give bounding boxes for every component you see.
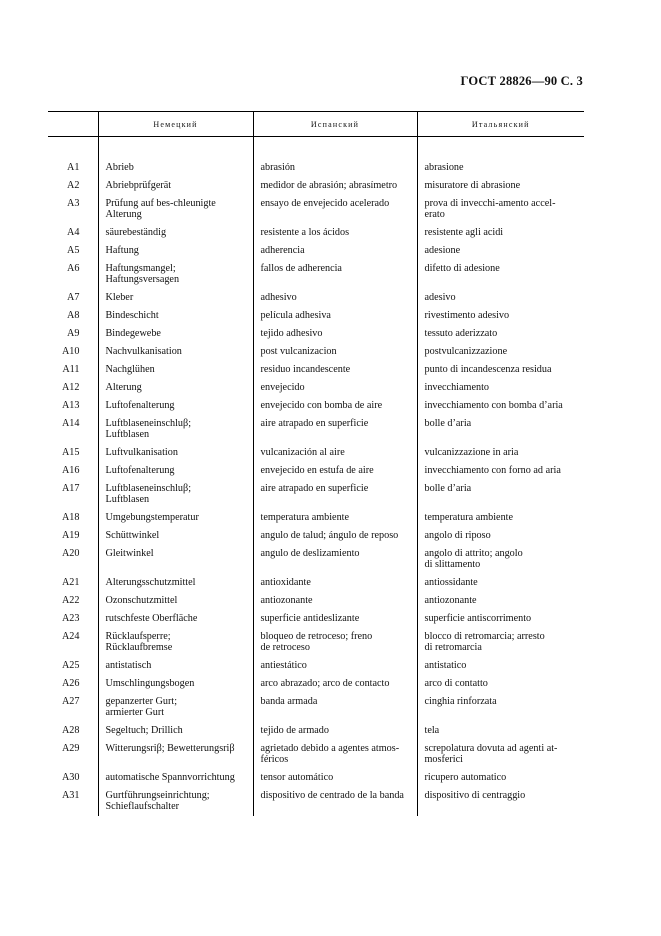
term-german: Luftofenalterung (98, 397, 253, 415)
term-german: Luftblaseneinschluβ; Luftblasen (98, 480, 253, 509)
table-row (48, 462, 584, 480)
term-spanish: temperatura ambiente (253, 509, 417, 527)
term-code: A11 (62, 364, 80, 375)
term-code: A9 (67, 328, 80, 339)
term-italian: blocco di retromarcia; arresto di retromarcia (417, 628, 584, 657)
term-italian: arco di contatto (417, 675, 584, 693)
term-german: Haftung (98, 242, 253, 260)
term-italian: vulcanizzazione in aria (417, 444, 584, 462)
term-italian: bolle d’aria (417, 480, 584, 509)
column-header-code (48, 112, 98, 137)
term-code: A23 (61, 613, 80, 624)
term-spanish: abrasión (253, 159, 417, 177)
term-german: Gleitwinkel (98, 545, 253, 574)
term-spanish: adherencia (253, 242, 417, 260)
term-spanish: tensor automático (253, 769, 417, 787)
term-german: Abriebprüfgerät (98, 177, 253, 195)
term-german: Rücklaufsperre; Rücklaufbremse (98, 628, 253, 657)
column-header-italian: Итальянский (417, 112, 584, 137)
term-german: antistatisch (98, 657, 253, 675)
term-spanish: fallos de adherencia (253, 260, 417, 289)
term-code: A27 (61, 696, 80, 707)
term-code: A29 (61, 743, 80, 754)
table-row (48, 177, 584, 195)
glossary-table (48, 111, 584, 816)
column-header-spanish: Испанский (253, 112, 417, 137)
term-code: A25 (61, 660, 80, 671)
term-german: rutschfeste Oberfläche (98, 610, 253, 628)
page-header-title: ГОСТ 28826—90 С. 3 (460, 74, 583, 88)
term-italian: tela (417, 722, 584, 740)
table-row (48, 675, 584, 693)
table-row (48, 195, 584, 224)
spacer-cell (48, 137, 98, 160)
term-spanish: tejido de armado (253, 722, 417, 740)
term-spanish: post vulcanizacion (253, 343, 417, 361)
term-italian: resistente agli acidi (417, 224, 584, 242)
term-italian: screpolatura dovuta ad agenti at- mosferici (417, 740, 584, 769)
term-german: Segeltuch; Drillich (98, 722, 253, 740)
term-code: A21 (61, 577, 80, 588)
term-italian: cinghia rinforzata (417, 693, 584, 722)
term-spanish: dispositivo de centrado de la banda (253, 787, 417, 816)
term-spanish: banda armada (253, 693, 417, 722)
term-spanish: tejido adhesivo (253, 325, 417, 343)
term-italian: difetto di adesione (417, 260, 584, 289)
term-italian: ricupero automatico (417, 769, 584, 787)
term-spanish: envejecido (253, 379, 417, 397)
term-german: Bindegewebe (98, 325, 253, 343)
term-italian: superficie antiscorrimento (417, 610, 584, 628)
table-row (48, 379, 584, 397)
term-italian: invecchiamento con bomba d’aria (417, 397, 584, 415)
term-code: A20 (61, 548, 80, 559)
term-code: A16 (61, 465, 80, 476)
term-german: Nachvulkanisation (98, 343, 253, 361)
term-italian: adesivo (417, 289, 584, 307)
term-spanish: angulo de talud; ángulo de reposo (253, 527, 417, 545)
spacer-cell (253, 137, 417, 160)
term-code: A8 (67, 310, 80, 321)
term-code: A13 (61, 400, 80, 411)
term-german: Abrieb (98, 159, 253, 177)
term-spanish: aire atrapado en superficie (253, 480, 417, 509)
term-italian: angolo di attrito; angolo di slittamento (417, 545, 584, 574)
term-code: A15 (61, 447, 80, 458)
table-row (48, 480, 584, 509)
term-german: Alterungsschutzmittel (98, 574, 253, 592)
term-code: A4 (67, 227, 80, 238)
spacer-cell (417, 137, 584, 160)
term-german: Umgebungstemperatur (98, 509, 253, 527)
term-italian: bolle d’aria (417, 415, 584, 444)
term-german: automatische Spannvorrichtung (98, 769, 253, 787)
term-code: A14 (61, 418, 80, 429)
term-code: A2 (67, 180, 80, 191)
term-italian: abrasione (417, 159, 584, 177)
table-row (48, 787, 584, 816)
table-row (48, 722, 584, 740)
term-german: Nachglühen (98, 361, 253, 379)
term-spanish: envejecido con bomba de aire (253, 397, 417, 415)
table-row (48, 307, 584, 325)
table-row (48, 628, 584, 657)
term-spanish: superficie antideslizante (253, 610, 417, 628)
term-italian: tessuto aderizzato (417, 325, 584, 343)
term-german: Bindeschicht (98, 307, 253, 325)
term-german: Haftungsmangel; Haftungsversagen (98, 260, 253, 289)
term-german: Schüttwinkel (98, 527, 253, 545)
term-code: A17 (61, 483, 80, 494)
term-italian: rivestimento adesivo (417, 307, 584, 325)
term-italian: misuratore di abrasione (417, 177, 584, 195)
term-italian: dispositivo di centraggio (417, 787, 584, 816)
term-spanish: envejecido en estufa de aire (253, 462, 417, 480)
table-row (48, 444, 584, 462)
table-row (48, 224, 584, 242)
term-code: A1 (67, 162, 80, 173)
term-code: A31 (61, 790, 80, 801)
term-spanish: agrietado debido a agentes atmos- féricos (253, 740, 417, 769)
term-italian: punto di incandescenza residua (417, 361, 584, 379)
term-spanish: resistente a los ácidos (253, 224, 417, 242)
term-code: A22 (61, 595, 80, 606)
term-spanish: residuo incandescente (253, 361, 417, 379)
term-code: A6 (67, 263, 80, 274)
term-italian: antiozonante (417, 592, 584, 610)
term-spanish: bloqueo de retroceso; freno de retroceso (253, 628, 417, 657)
table-row (48, 289, 584, 307)
term-german: Luftofenalterung (98, 462, 253, 480)
term-code: A30 (61, 772, 80, 783)
term-code: A24 (61, 631, 80, 642)
table-row (48, 545, 584, 574)
term-german: Alterung (98, 379, 253, 397)
term-german: Kleber (98, 289, 253, 307)
term-code: A18 (61, 512, 80, 523)
term-german: gepanzerter Gurt; armierter Gurt (98, 693, 253, 722)
term-italian: postvulcanizzazione (417, 343, 584, 361)
table-row (48, 527, 584, 545)
term-italian: temperatura ambiente (417, 509, 584, 527)
table-body (48, 137, 584, 817)
term-italian: prova di invecchi-amento accel- erato (417, 195, 584, 224)
term-italian: invecchiamento con forno ad aria (417, 462, 584, 480)
term-code: A19 (61, 530, 80, 541)
term-spanish: medidor de abrasión; abrasímetro (253, 177, 417, 195)
term-code: A7 (67, 292, 80, 303)
table-row (48, 242, 584, 260)
term-spanish: angulo de deslizamiento (253, 545, 417, 574)
table-row (48, 769, 584, 787)
table-row (48, 159, 584, 177)
term-italian: adesione (417, 242, 584, 260)
table-row (48, 415, 584, 444)
table-spacer-row (48, 137, 584, 160)
term-italian: invecchiamento (417, 379, 584, 397)
term-italian: antiossidante (417, 574, 584, 592)
term-code: A26 (61, 678, 80, 689)
glossary-table-container (48, 111, 584, 816)
term-german: Prüfung auf bes-chleunigte Alterung (98, 195, 253, 224)
table-row (48, 693, 584, 722)
term-german: säurebeständig (98, 224, 253, 242)
term-italian: angolo di riposo (417, 527, 584, 545)
term-code: A3 (67, 198, 80, 209)
term-code: A10 (61, 346, 80, 357)
table-row (48, 397, 584, 415)
table-row (48, 361, 584, 379)
table-header (48, 112, 584, 137)
term-german: Luftvulkanisation (98, 444, 253, 462)
table-row (48, 592, 584, 610)
term-spanish: antioxidante (253, 574, 417, 592)
term-spanish: arco abrazado; arco de contacto (253, 675, 417, 693)
term-code: A5 (67, 245, 80, 256)
term-code: A28 (61, 725, 80, 736)
term-spanish: adhesivo (253, 289, 417, 307)
term-spanish: ensayo de envejecido acelerado (253, 195, 417, 224)
term-spanish: película adhesiva (253, 307, 417, 325)
table-row (48, 509, 584, 527)
term-spanish: aire atrapado en superficie (253, 415, 417, 444)
table-row (48, 260, 584, 289)
table-row (48, 343, 584, 361)
term-spanish: antiozonante (253, 592, 417, 610)
term-italian: antistatico (417, 657, 584, 675)
term-german: Umschlingungsbogen (98, 675, 253, 693)
term-spanish: vulcanización al aire (253, 444, 417, 462)
table-row (48, 325, 584, 343)
table-row (48, 610, 584, 628)
table-row (48, 657, 584, 675)
term-spanish: antiestático (253, 657, 417, 675)
table-row (48, 740, 584, 769)
term-german: Luftblaseneinschluβ; Luftblasen (98, 415, 253, 444)
table-row (48, 574, 584, 592)
term-german: Witterungsriβ; Bewetterungsriβ (98, 740, 253, 769)
term-code: A12 (61, 382, 80, 393)
term-german: Ozonschutzmittel (98, 592, 253, 610)
spacer-cell (98, 137, 253, 160)
column-header-german: Немецкий (98, 112, 253, 137)
term-german: Gurtführungseinrichtung; Schieflaufschalter (98, 787, 253, 816)
